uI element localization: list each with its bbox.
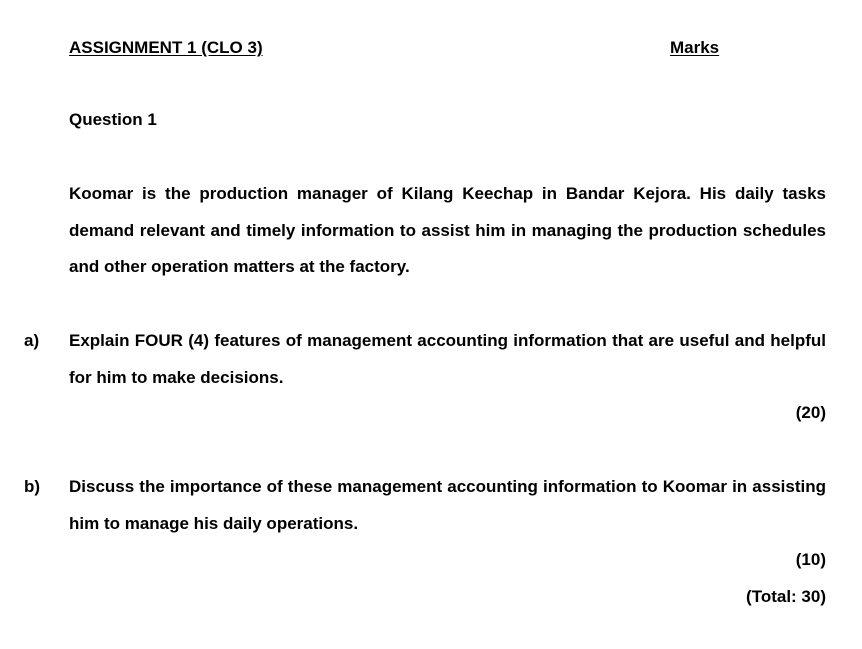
part-b-marks: (10) [795, 550, 826, 569]
question-heading: Question 1 [69, 110, 157, 129]
total-marks: (Total: 30) [746, 587, 826, 606]
part-b-label: b) [24, 477, 41, 496]
assignment-title: ASSIGNMENT 1 (CLO 3) [69, 38, 263, 57]
marks-column-heading: Marks [670, 38, 720, 57]
part-a-marks: (20) [795, 403, 826, 422]
question-intro-paragraph: Koomar is the production manager of Kilang Keechap in Bandar Kejora. His daily tasks demand relevant and timely information to assist him in managing the production schedules and other operation matters at the factory. [69, 184, 826, 276]
part-a-label: a) [24, 331, 40, 350]
part-b-text: Discuss the importance of these management accounting information to Koomar in assisting him to manage his daily operations. [69, 477, 826, 533]
part-a-text: Explain FOUR (4) features of management accounting information that are useful and helpful for him to make decisions. [69, 331, 826, 387]
